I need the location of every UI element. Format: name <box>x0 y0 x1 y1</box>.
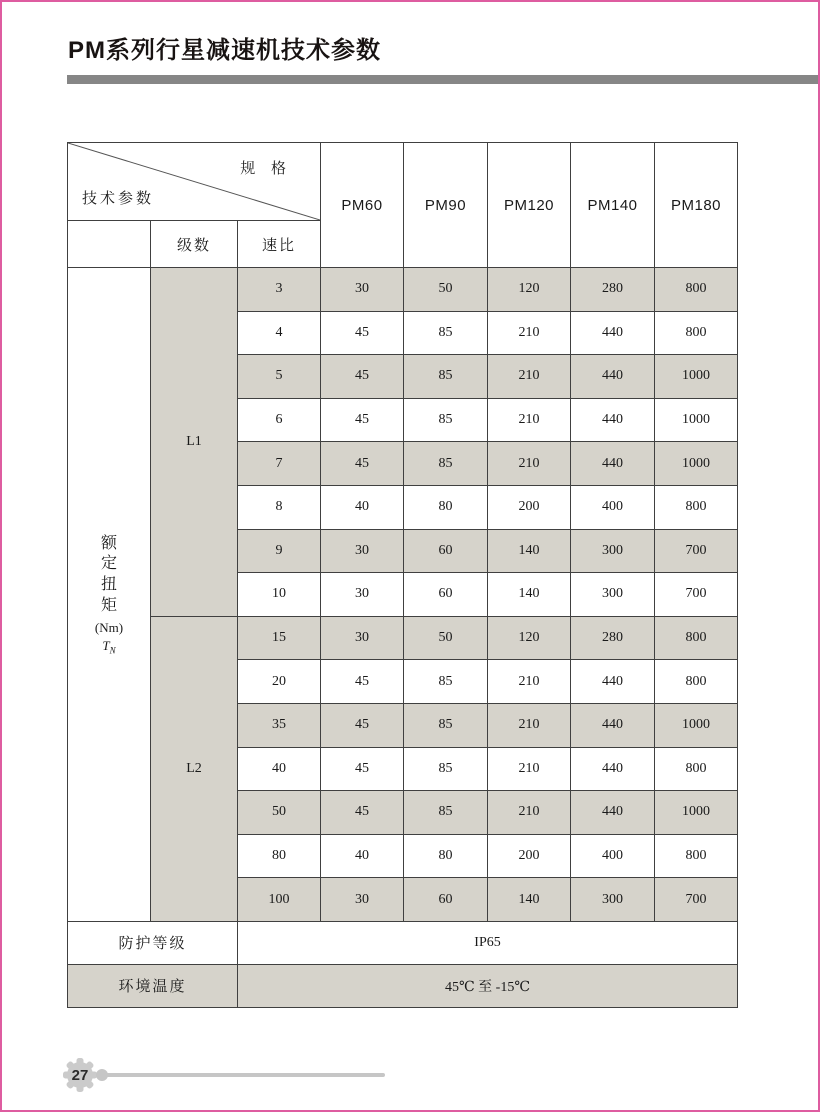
ratio-cell: 50 <box>238 791 321 835</box>
torque-value-cell: 85 <box>404 311 488 355</box>
torque-value-cell: 140 <box>488 529 571 573</box>
torque-value-cell: 210 <box>488 791 571 835</box>
footer-rule-line <box>102 1073 385 1077</box>
ratio-cell: 3 <box>238 268 321 312</box>
torque-value-cell: 40 <box>321 485 404 529</box>
ratio-cell: 80 <box>238 834 321 878</box>
empty-header-cell <box>68 221 151 268</box>
protection-value-cell: IP65 <box>238 921 738 964</box>
ratio-cell: 100 <box>238 878 321 922</box>
torque-value-cell: 60 <box>404 573 488 617</box>
torque-value-cell: 800 <box>655 660 738 704</box>
torque-value-cell: 140 <box>488 573 571 617</box>
torque-value-cell: 45 <box>321 398 404 442</box>
torque-value-cell: 85 <box>404 660 488 704</box>
corner-header-cell <box>68 143 321 221</box>
torque-value-cell: 300 <box>571 573 655 617</box>
gear-icon <box>60 1055 100 1095</box>
torque-value-cell: 440 <box>571 791 655 835</box>
torque-value-cell: 1000 <box>655 703 738 747</box>
temperature-label-cell: 环境温度 <box>68 964 238 1007</box>
protection-row <box>68 921 738 964</box>
torque-value-cell: 30 <box>321 268 404 312</box>
protection-label-cell: 防护等级 <box>68 921 238 964</box>
column-header-pm60: PM60 <box>321 143 404 268</box>
torque-value-cell: 1000 <box>655 355 738 399</box>
torque-value-cell: 60 <box>404 529 488 573</box>
table-row <box>68 616 738 660</box>
torque-value-cell: 85 <box>404 398 488 442</box>
torque-value-cell: 700 <box>655 529 738 573</box>
page-title: PM系列行星减速机技术参数 <box>68 37 381 64</box>
torque-value-cell: 440 <box>571 703 655 747</box>
ratio-cell: 4 <box>238 311 321 355</box>
ratio-cell: 7 <box>238 442 321 486</box>
torque-label: 额定扭矩 <box>101 534 118 614</box>
torque-value-cell: 40 <box>321 834 404 878</box>
torque-value-cell: 800 <box>655 485 738 529</box>
stage-header-cell: 级数 <box>151 221 238 268</box>
title-underline-bar <box>67 75 818 84</box>
torque-value-cell: 30 <box>321 878 404 922</box>
torque-value-cell: 45 <box>321 703 404 747</box>
torque-value-cell: 210 <box>488 311 571 355</box>
temperature-row <box>68 964 738 1007</box>
torque-value-cell: 1000 <box>655 791 738 835</box>
ratio-cell: 35 <box>238 703 321 747</box>
torque-value-cell: 200 <box>488 834 571 878</box>
column-header-pm180: PM180 <box>655 143 738 268</box>
torque-value-cell: 80 <box>404 485 488 529</box>
spec-table <box>67 142 738 1008</box>
torque-symbol: $T_N$ <box>102 637 116 656</box>
torque-value-cell: 210 <box>488 747 571 791</box>
torque-value-cell: 210 <box>488 703 571 747</box>
temperature-value-cell: 45℃ 至 -15℃ <box>238 964 738 1007</box>
page-number: 27 <box>71 1067 89 1084</box>
torque-value-cell: 210 <box>488 398 571 442</box>
torque-unit: (Nm) <box>94 619 124 635</box>
torque-value-cell: 50 <box>404 268 488 312</box>
ratio-header-cell: 速比 <box>238 221 321 268</box>
torque-value-cell: 210 <box>488 660 571 704</box>
torque-value-cell: 1000 <box>655 398 738 442</box>
torque-value-cell: 440 <box>571 442 655 486</box>
column-header-pm140: PM140 <box>571 143 655 268</box>
torque-value-cell: 700 <box>655 878 738 922</box>
torque-value-cell: 85 <box>404 442 488 486</box>
torque-value-cell: 45 <box>321 747 404 791</box>
torque-value-cell: 210 <box>488 442 571 486</box>
corner-label-spec: 规 格 <box>240 161 293 177</box>
torque-value-cell: 440 <box>571 398 655 442</box>
torque-value-cell: 45 <box>321 791 404 835</box>
torque-value-cell: 50 <box>404 616 488 660</box>
torque-value-cell: 200 <box>488 485 571 529</box>
table-body <box>68 268 738 922</box>
torque-value-cell: 45 <box>321 660 404 704</box>
torque-value-cell: 85 <box>404 747 488 791</box>
ratio-cell: 6 <box>238 398 321 442</box>
torque-value-cell: 440 <box>571 311 655 355</box>
torque-value-cell: 210 <box>488 355 571 399</box>
ratio-cell: 15 <box>238 616 321 660</box>
stage-cell-l1: L1 <box>151 268 238 617</box>
column-header-pm120: PM120 <box>488 143 571 268</box>
torque-group-label-cell <box>68 268 151 922</box>
table-row <box>68 268 738 312</box>
torque-value-cell: 280 <box>571 616 655 660</box>
torque-value-cell: 45 <box>321 442 404 486</box>
torque-value-cell: 140 <box>488 878 571 922</box>
torque-value-cell: 700 <box>655 573 738 617</box>
corner-label-params: 技术参数 <box>82 191 155 207</box>
torque-value-cell: 440 <box>571 660 655 704</box>
torque-value-cell: 1000 <box>655 442 738 486</box>
torque-value-cell: 30 <box>321 529 404 573</box>
torque-value-cell: 30 <box>321 616 404 660</box>
torque-value-cell: 85 <box>404 355 488 399</box>
torque-value-cell: 400 <box>571 834 655 878</box>
ratio-cell: 9 <box>238 529 321 573</box>
torque-value-cell: 400 <box>571 485 655 529</box>
torque-value-cell: 120 <box>488 268 571 312</box>
ratio-cell: 20 <box>238 660 321 704</box>
torque-value-cell: 85 <box>404 791 488 835</box>
diagonal-divider <box>68 143 320 220</box>
torque-value-cell: 85 <box>404 703 488 747</box>
column-header-pm90: PM90 <box>404 143 488 268</box>
torque-value-cell: 800 <box>655 311 738 355</box>
header-row-1 <box>68 143 738 221</box>
torque-value-cell: 80 <box>404 834 488 878</box>
torque-value-cell: 45 <box>321 311 404 355</box>
torque-value-cell: 800 <box>655 747 738 791</box>
torque-value-cell: 30 <box>321 573 404 617</box>
torque-value-cell: 800 <box>655 834 738 878</box>
torque-value-cell: 440 <box>571 747 655 791</box>
torque-value-cell: 800 <box>655 616 738 660</box>
torque-value-cell: 800 <box>655 268 738 312</box>
torque-value-cell: 120 <box>488 616 571 660</box>
ratio-cell: 10 <box>238 573 321 617</box>
torque-value-cell: 60 <box>404 878 488 922</box>
ratio-cell: 8 <box>238 485 321 529</box>
stage-cell-l2: L2 <box>151 616 238 921</box>
torque-value-cell: 45 <box>321 355 404 399</box>
torque-value-cell: 300 <box>571 529 655 573</box>
ratio-cell: 5 <box>238 355 321 399</box>
torque-value-cell: 280 <box>571 268 655 312</box>
torque-value-cell: 440 <box>571 355 655 399</box>
torque-value-cell: 300 <box>571 878 655 922</box>
ratio-cell: 40 <box>238 747 321 791</box>
